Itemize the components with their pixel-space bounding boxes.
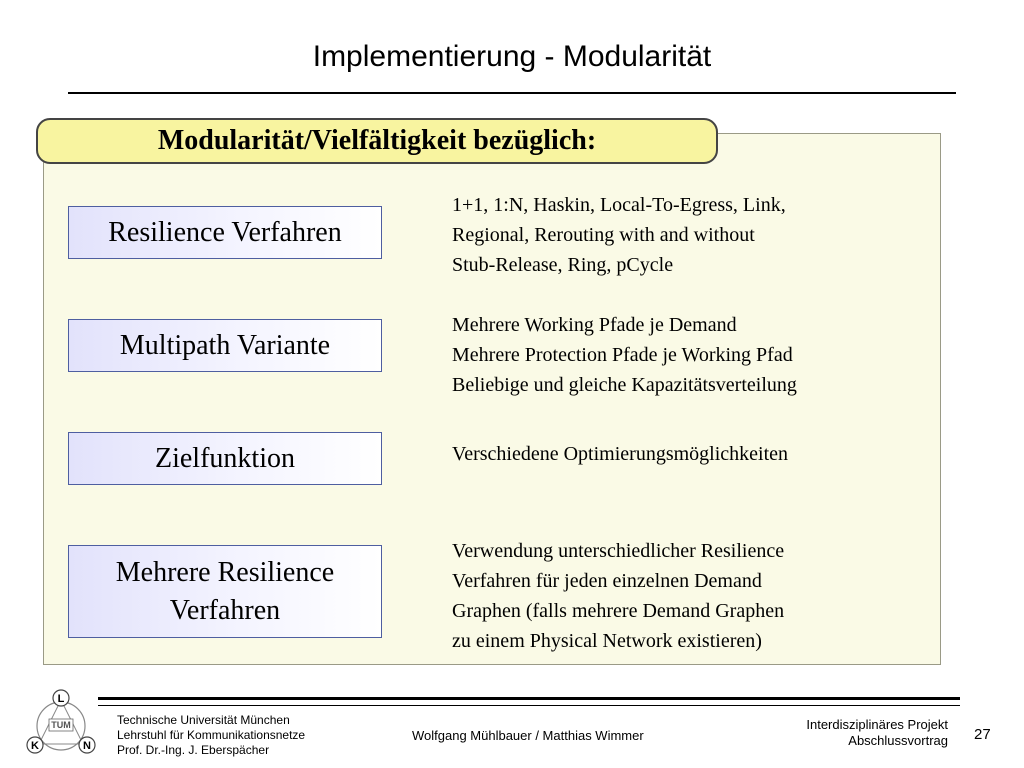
- description-zielfunktion: Verschiedene Optimierungsmöglichkeiten: [452, 443, 789, 465]
- logo-letter-l: L: [57, 693, 65, 705]
- description-mehrere: Verwendung unterschiedlicher Resilience Verfahren für jeden einzelnen Demand Graphen (falls mehrere Demand Graphen zu einem Physical Network existieren): [452, 540, 785, 652]
- description-resilience: 1+1, 1:N, Haskin, Local-To-Egress, Link, Regional, Rerouting with and without Stub-Release, Ring, pCycle: [452, 194, 786, 276]
- category-label: Multipath Variante: [119, 329, 331, 361]
- description-multipath: Mehrere Working Pfade je Demand Mehrere Protection Pfade je Working Pfad Beliebige und gleiche Kapazitätsverteilung: [452, 314, 797, 396]
- lkn-logo-icon: [20, 688, 102, 760]
- logo-letter-k: K: [31, 740, 39, 752]
- category-box-mehrere: [68, 545, 382, 638]
- footer-institution-line: Technische Universität München: [117, 713, 290, 727]
- logo-letter-n: N: [83, 740, 91, 752]
- footer-project-line: Abschlussvortrag: [848, 733, 948, 748]
- footer-institution: [117, 713, 305, 758]
- footer-institution-line: Lehrstuhl für Kommunikationsnetze: [117, 728, 306, 742]
- footer-divider-thin: [98, 705, 960, 706]
- title-divider: [68, 92, 956, 94]
- footer-authors: Wolfgang Mühlbauer / Matthias Wimmer: [412, 728, 644, 743]
- category-label: Resilience Verfahren: [108, 216, 342, 248]
- page-number: 27: [974, 726, 991, 743]
- footer-institution-line: Prof. Dr.-Ing. J. Eberspächer: [117, 743, 270, 757]
- section-header: Modularität/Vielfältigkeit bezüglich:: [36, 118, 718, 164]
- category-label: Zielfunktion: [155, 442, 295, 474]
- logo-tum-mark: TUM: [51, 720, 71, 730]
- category-box-zielfunktion: [68, 432, 382, 485]
- category-box-multipath: [68, 319, 382, 372]
- category-box-resilience: [68, 206, 382, 259]
- category-label: Mehrere Resilience Verfahren: [115, 556, 335, 626]
- footer-divider-thick: [98, 697, 960, 700]
- slide-title: Implementierung - Modularität: [312, 40, 712, 73]
- footer-project: [760, 717, 948, 749]
- footer-project-line: Interdisziplinäres Projekt: [806, 717, 948, 732]
